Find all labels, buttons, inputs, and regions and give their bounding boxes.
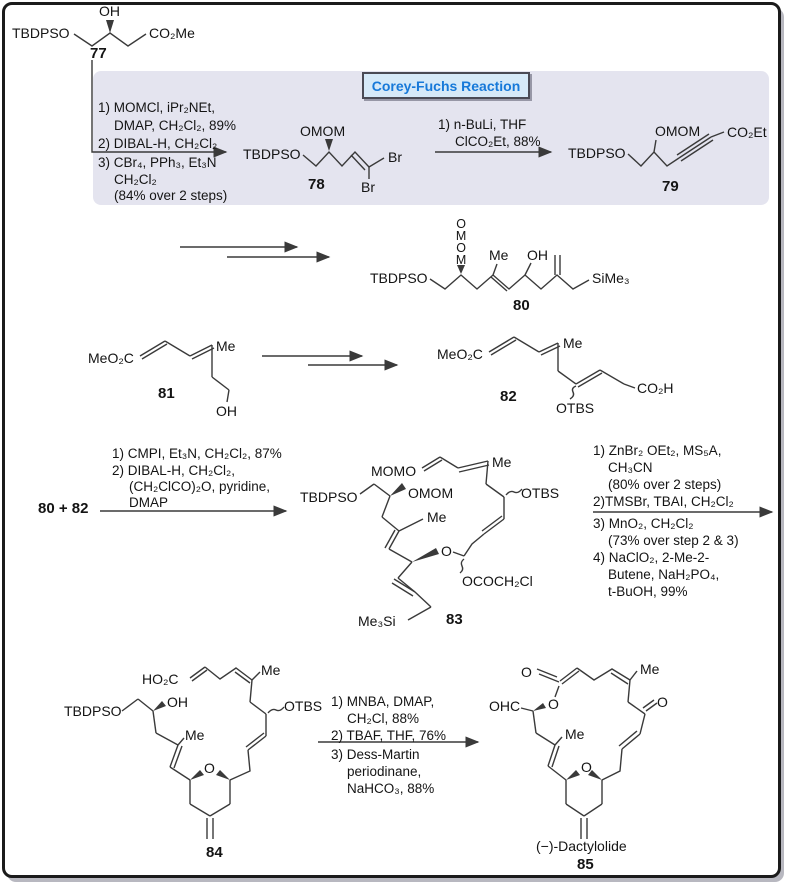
reagent-line: 1) MOMCl, iPr₂NEt,	[98, 100, 215, 115]
c79-co2et-label: CO₂Et	[727, 124, 767, 140]
reagent-line: 3) Dess-Martin	[331, 747, 420, 762]
c83-ring-o-label: O	[441, 543, 452, 559]
c77-oh-label: OH	[99, 3, 120, 19]
c83-me3si-label: Me₃Si	[358, 613, 396, 629]
reagent-line: NaHCO₃, 88%	[347, 781, 435, 796]
reagent-line: 1) n-BuLi, THF	[438, 117, 527, 132]
c78-br-bottom-label: Br	[361, 179, 375, 195]
reagent-line: periodinane,	[347, 764, 422, 779]
c85-ester-o-label: O	[548, 696, 559, 712]
c79-omom-label: OMOM	[655, 123, 701, 139]
c79-number: 79	[662, 178, 679, 195]
reagent-line: (CH₂ClCO)₂O, pyridine,	[129, 479, 270, 494]
reagent-line: (73% over step 2 & 3)	[608, 533, 739, 548]
c85-ring-o-label: O	[581, 759, 592, 775]
c82-me-label: Me	[563, 335, 583, 351]
c83-me-mid-label: Me	[427, 509, 447, 525]
reagent-line: ClCO₂Et, 88%	[455, 134, 541, 149]
c82-meo2c-label: MeO₂C	[437, 346, 483, 362]
c81-meo2c-label: MeO₂C	[88, 350, 134, 366]
reagent-line: 2) TBAF, THF, 76%	[331, 728, 447, 743]
c82-number: 82	[500, 388, 517, 405]
c83-chloroacetate-label: OCOCH₂Cl	[462, 573, 533, 589]
c84-ring-o-label: O	[204, 760, 215, 776]
c83-otbs-label: OTBS	[521, 485, 560, 501]
corey-fuchs-title: Corey-Fuchs Reaction	[371, 77, 521, 94]
reagent-line: DMAP	[129, 495, 169, 510]
reagent-line: (84% over 2 steps)	[114, 188, 228, 203]
c85-ketone-o-label: O	[657, 694, 668, 710]
c81-oh-label: OH	[216, 403, 237, 419]
c77-number: 77	[90, 45, 107, 62]
reagent-line: 3) CBr₄, PPh₃, Et₃N	[98, 155, 217, 170]
c83-number: 83	[446, 611, 463, 628]
c83-tbdpso-label: TBDPSO	[300, 489, 358, 505]
c84-otbs-label: OTBS	[284, 698, 323, 714]
c80-omom-label: OMOM	[454, 217, 469, 265]
c82-co2h-label: CO₂H	[637, 380, 674, 396]
c77-co2me-label: CO₂Me	[149, 25, 195, 41]
reagent-line: 1) ZnBr₂ OEt₂, MS₅A,	[593, 443, 722, 458]
c84-tbdpso-label: TBDPSO	[64, 703, 122, 719]
reagent-line: CH₃CN	[608, 460, 653, 475]
c77-tbdpso-label: TBDPSO	[12, 25, 70, 41]
reagent-line: 2) DIBAL-H, CH₂Cl₂	[98, 136, 218, 151]
c85-me-top-label: Me	[640, 661, 660, 677]
reagent-line: 4) NaClO₂, 2-Me-2-	[593, 550, 710, 565]
c85-ohc-label: OHC	[489, 698, 521, 714]
corey-fuchs-title-box	[362, 72, 530, 99]
reagent-line: Butene, NaH₂PO₄,	[608, 567, 720, 582]
c80-number: 80	[513, 297, 530, 314]
c83-momo-label: MOMO	[371, 463, 417, 479]
reagent-line: CH₂Cl, 88%	[347, 711, 420, 726]
structure-78-skeleton	[303, 139, 384, 179]
c82-otbs-label: OTBS	[556, 400, 595, 416]
c80-me-label: Me	[489, 247, 509, 263]
reagent-line: CH₂Cl₂	[114, 172, 157, 187]
c83-omom-label: OMOM	[408, 485, 454, 501]
c78-br-top-label: Br	[388, 149, 402, 165]
reagent-line: 2)TMSBr, TBAI, CH₂Cl₂	[593, 494, 734, 509]
reagent-line: DMAP, CH₂Cl₂, 89%	[114, 118, 237, 133]
c81-number: 81	[158, 385, 175, 402]
c78-tbdpso-label: TBDPSO	[243, 146, 301, 162]
combination-label: 80 + 82	[38, 500, 89, 517]
c78-number: 78	[308, 176, 325, 193]
structure-83-skeleton	[360, 454, 522, 620]
c85-number: 85	[577, 856, 594, 873]
reagent-line: 2) DIBAL-H, CH₂Cl₂,	[112, 463, 235, 478]
c84-oh-label: OH	[167, 694, 188, 710]
c85-name-label: (−)-Dactylolide	[536, 838, 627, 854]
c85-carbonyl-o-label: O	[521, 664, 532, 680]
c81-me-label: Me	[216, 338, 236, 354]
structure-77-skeleton	[74, 20, 146, 46]
c84-number: 84	[206, 844, 223, 861]
reagent-line: 1) MNBA, DMAP,	[331, 694, 435, 709]
reagent-line: 3) MnO₂, CH₂Cl₂	[593, 516, 694, 531]
c80-sime3-label: SiMe₃	[592, 270, 630, 286]
c78-omom-label: OMOM	[300, 123, 346, 139]
structure-84-skeleton	[122, 667, 284, 839]
c80-tbdpso-label: TBDPSO	[370, 270, 428, 286]
c84-me-top-label: Me	[261, 662, 281, 678]
c79-tbdpso-label: TBDPSO	[568, 145, 626, 161]
c84-me-mid-label: Me	[185, 727, 205, 743]
c83-me-top-label: Me	[492, 454, 512, 470]
c84-ho2c-label: HO₂C	[142, 671, 179, 687]
reagent-line: 1) CMPI, Et₃N, CH₂Cl₂, 87%	[112, 446, 282, 461]
c80-oh-label: OH	[527, 247, 548, 263]
reagent-line: t-BuOH, 99%	[608, 584, 688, 599]
reagent-line: (80% over 2 steps)	[608, 477, 722, 492]
c85-me-mid-label: Me	[565, 726, 585, 742]
structure-85-skeleton	[521, 668, 657, 839]
